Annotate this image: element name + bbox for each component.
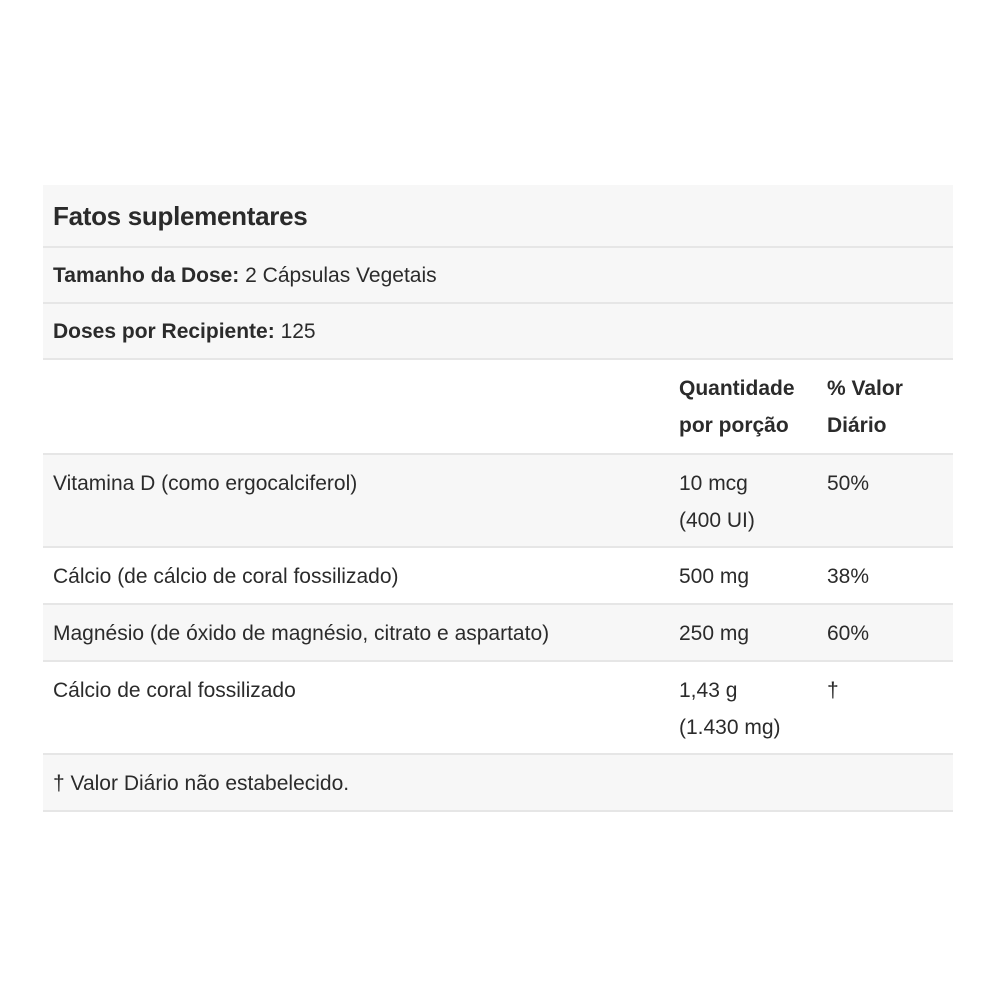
header-dv-cell	[827, 370, 953, 453]
nutrient-amount: 500 mg	[679, 565, 750, 588]
supplement-facts-panel	[43, 185, 953, 812]
nutrient-name: Cálcio de coral fossilizado	[53, 679, 296, 702]
nutrient-amount-line1: 1,43 g	[679, 679, 738, 702]
header-amount-line2: por porção	[679, 414, 789, 437]
nutrient-amount: 250 mg	[679, 622, 750, 645]
table-row	[43, 455, 953, 548]
panel-title: Fatos suplementares	[53, 201, 308, 231]
header-amount-line1: Quantidade	[679, 377, 795, 400]
header-dv-line1: % Valor	[827, 377, 903, 400]
footnote-text: † Valor Diário não estabelecido.	[53, 772, 350, 795]
header-dv-line2: Diário	[827, 414, 887, 437]
nutrient-daily-value: †	[827, 679, 839, 702]
table-row	[43, 605, 953, 662]
table-row	[43, 548, 953, 605]
servings-per-container-label: Doses por Recipiente:	[53, 320, 275, 343]
table-row	[43, 662, 953, 755]
header-name-cell	[53, 370, 679, 453]
serving-size-label: Tamanho da Dose:	[53, 264, 240, 287]
nutrient-name: Magnésio (de óxido de magnésio, citrato e aspartato)	[53, 622, 550, 645]
panel-title-row	[43, 185, 953, 248]
table-header-row	[43, 360, 953, 455]
nutrient-name: Vitamina D (como ergocalciferol)	[53, 472, 358, 495]
serving-size-row	[43, 248, 953, 304]
serving-size-value: 2 Cápsulas Vegetais	[245, 264, 437, 287]
nutrient-daily-value: 38%	[827, 565, 870, 588]
nutrient-amount-line2: (1.430 mg)	[679, 716, 781, 739]
nutrient-amount-line1: 10 mcg	[679, 472, 748, 495]
nutrient-amount	[679, 465, 827, 546]
nutrient-amount	[679, 672, 827, 753]
nutrient-name: Cálcio (de cálcio de coral fossilizado)	[53, 565, 399, 588]
servings-per-container-row	[43, 304, 953, 360]
nutrient-amount-line2: (400 UI)	[679, 509, 755, 532]
nutrient-daily-value: 60%	[827, 622, 870, 645]
footnote-row	[43, 755, 953, 812]
header-amount-cell	[679, 370, 827, 453]
servings-per-container-value: 125	[280, 320, 316, 343]
nutrient-daily-value: 50%	[827, 472, 870, 495]
